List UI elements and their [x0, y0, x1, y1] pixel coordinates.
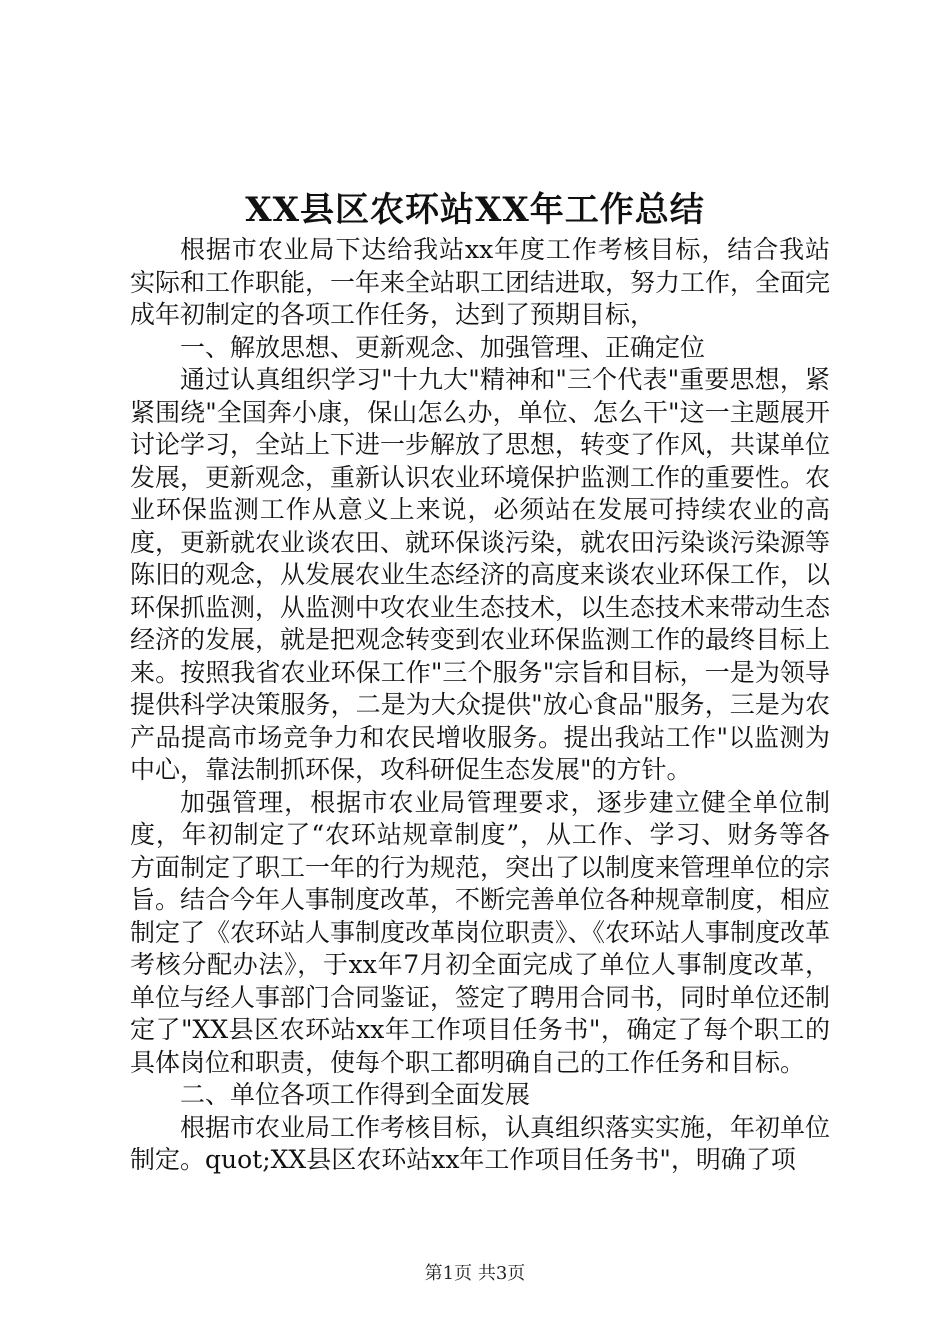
section-heading-2: 二、单位各项工作得到全面发展 [180, 1080, 531, 1109]
document-body [130, 234, 830, 1177]
section-1-paragraph-2: 加强管理，根据市农业局管理要求，逐步建立健全单位制度，年初制定了“农环站规章制度”，从工作、学习、财务等各方面制定了职工一年的行为规范，突出了以制度来管理单位的宗旨。结合今年人事制度改革，不断完善单位各种规章制度，相应制定了《农环站人事制度改革岗位职责》、《农环站人事制度改革考核分配办法》，于xx年7月初全面完成了单位人事制度改革，单位与经人事部门合同鉴证，签定了聘用合同书，同时单位还制定了"XX县区农环站xx年工作项目任务书"，确定了每个职工的具体岗位和职责，使每个职工都明确自己的工作任务和目标。 [130, 787, 831, 1077]
section-heading-1: 一、解放思想、更新观念、加强管理、正确定位 [180, 332, 706, 362]
intro-paragraph: 根据市农业局下达给我站xx年度工作考核目标，结合我站实际和工作职能，一年来全站职工团结进取，努力工作，全面完成年初制定的各项工作任务，达到了预期目标， [130, 235, 831, 329]
section-1-paragraph-1: 通过认真组织学习"十九大"精神和"三个代表"重要思想，紧紧围绕"全国奔小康，保山怎么办，单位、怎么干"这一主题展开讨论学习，全站上下进一步解放了思想，转变了作风，共谋单位发展，更新观念，重新认识农业环境保护监测工作的重要性。农业环保监测工作从意义上来说，必须站在发展可持续农业的高度，更新就农业谈农田、就环保谈污染，就农田污染谈污染源等陈旧的观念，从发展农业生态经济的高度来谈农业环保工作，以环保抓监测，从监测中攻农业生态技术，以生态技术来带动生态经济的发展，就是把观念转变到农业环保监测工作的最终目标上来。按照我省农业环保工作"三个服务"宗旨和目标，一是为领导提供科学决策服务，二是为大众提供"放心食品"服务，三是为农产品提高市场竞争力和农民增收服务。提出我站工作"以监测为中心，靠法制抓环保，攻科研促生态发展"的方针。 [130, 365, 831, 784]
section-2-paragraph-1: 根据市农业局工作考核目标，认真组织落实实施，年初单位制定。quot;XX县区农环站xx年工作项目任务书"，明确了项 [130, 1112, 831, 1174]
page-footer: 第1页 共3页 [424, 1263, 526, 1284]
document-title: XX县区农环站XX年工作总结 [245, 190, 705, 230]
